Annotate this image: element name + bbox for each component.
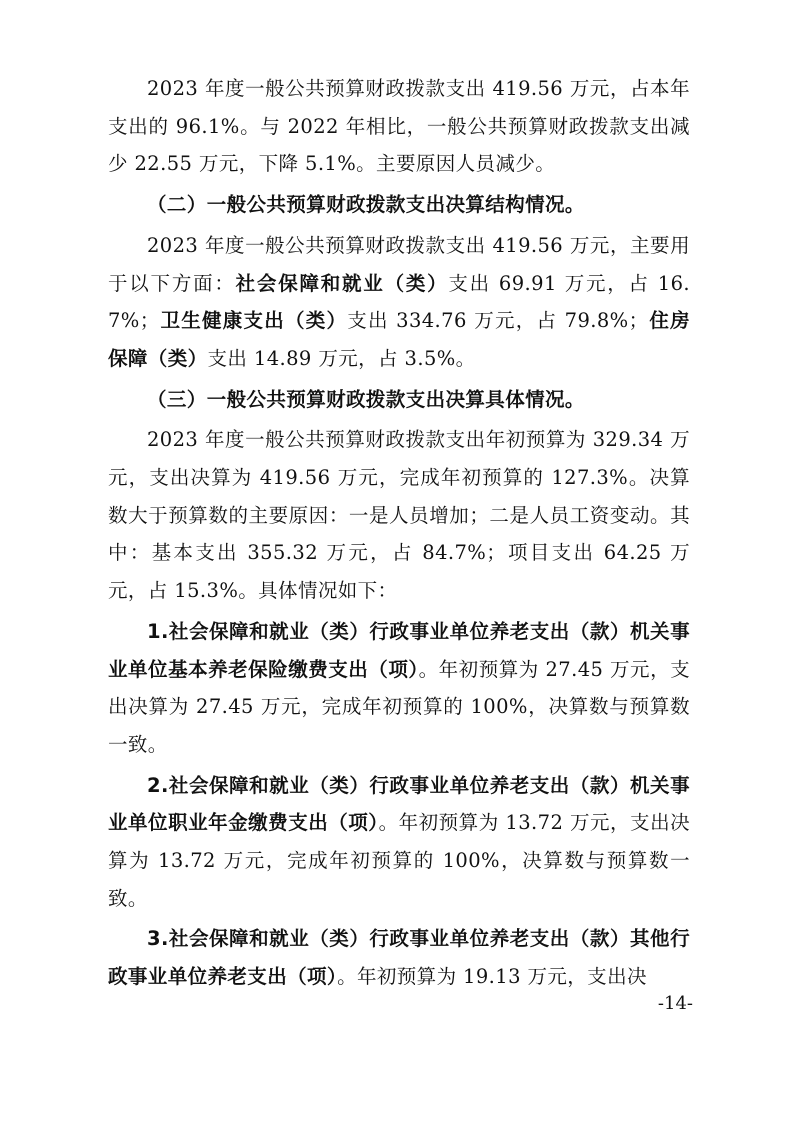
- document-body: [108, 70, 690, 999]
- list-item-3-text: 。年初预算为 19.13 万元，支出决: [337, 965, 647, 989]
- section-heading-structure: （二）一般公共预算财政拨款支出决算结构情况。: [147, 193, 585, 217]
- paragraph-details: [108, 421, 690, 610]
- paragraph-text: 2023 年度一般公共预算财政拨款支出年初预算为 329.34 万元，支出决算为 419.56 万元，完成年初预算的 127.3%。决算数大于预算数的主要原因：一是人员增加；二是人员工资变动。其中：基本支出 355.32 万元，占 84.7%；项目支出 64.25 万元，占 15.3%。具体情况如下：: [108, 428, 690, 603]
- category-health: 卫生健康支出（类）: [159, 309, 348, 333]
- list-item-3-title: 3.社会保障和就业（类）行政事业单位养老支出（款）其他行政事业单位养老支出（项）: [108, 927, 690, 989]
- list-item-3: [108, 920, 690, 995]
- list-item-2-text: 。年初预算为 13.72 万元，支出决算为 13.72 万元，完成年初预算的 100%，决算数与预算数一致。: [108, 811, 690, 910]
- list-item-1-text: 。年初预算为 27.45 万元，支出决算为 27.45 万元，完成年初预算的 100%，决算数与预算数一致。: [108, 657, 690, 756]
- paragraph-total-expenditure: [108, 70, 690, 183]
- category-social-security-text: 支出 69.91 万元，占 16.7%；: [108, 271, 691, 333]
- category-health-text: 支出 334.76 万元，占 79.8%；: [347, 309, 649, 333]
- paragraph-structure: [108, 227, 690, 378]
- category-housing-text: 支出 14.89 万元，占 3.5%。: [207, 346, 476, 370]
- section-heading-details: （三）一般公共预算财政拨款支出决算具体情况。: [147, 387, 585, 411]
- list-item-1: [108, 613, 690, 764]
- list-item-1-title: 1.社会保障和就业（类）行政事业单位养老支出（款）机关事业单位基本养老保险缴费支出（项）: [108, 619, 690, 681]
- page-number: -14-: [657, 993, 693, 1014]
- paragraph-text: 2023 年度一般公共预算财政拨款支出 419.56 万元，占本年支出的 96.1%。与 2022 年相比，一般公共预算财政拨款支出减少 22.55 万元，下降 5.1%。主要原因人员减少。: [108, 77, 690, 176]
- paragraph-lead: 2023 年度一般公共预算财政拨款支出 419.56 万元，主要用于以下方面：: [108, 233, 690, 295]
- list-item-2: [108, 767, 690, 918]
- category-housing: 住房保障（类）: [108, 309, 690, 370]
- list-item-2-title: 2.社会保障和就业（类）行政事业单位养老支出（款）机关事业单位职业年金缴费支出（项）: [108, 773, 690, 835]
- category-social-security: 社会保障和就业（类）: [235, 271, 449, 295]
